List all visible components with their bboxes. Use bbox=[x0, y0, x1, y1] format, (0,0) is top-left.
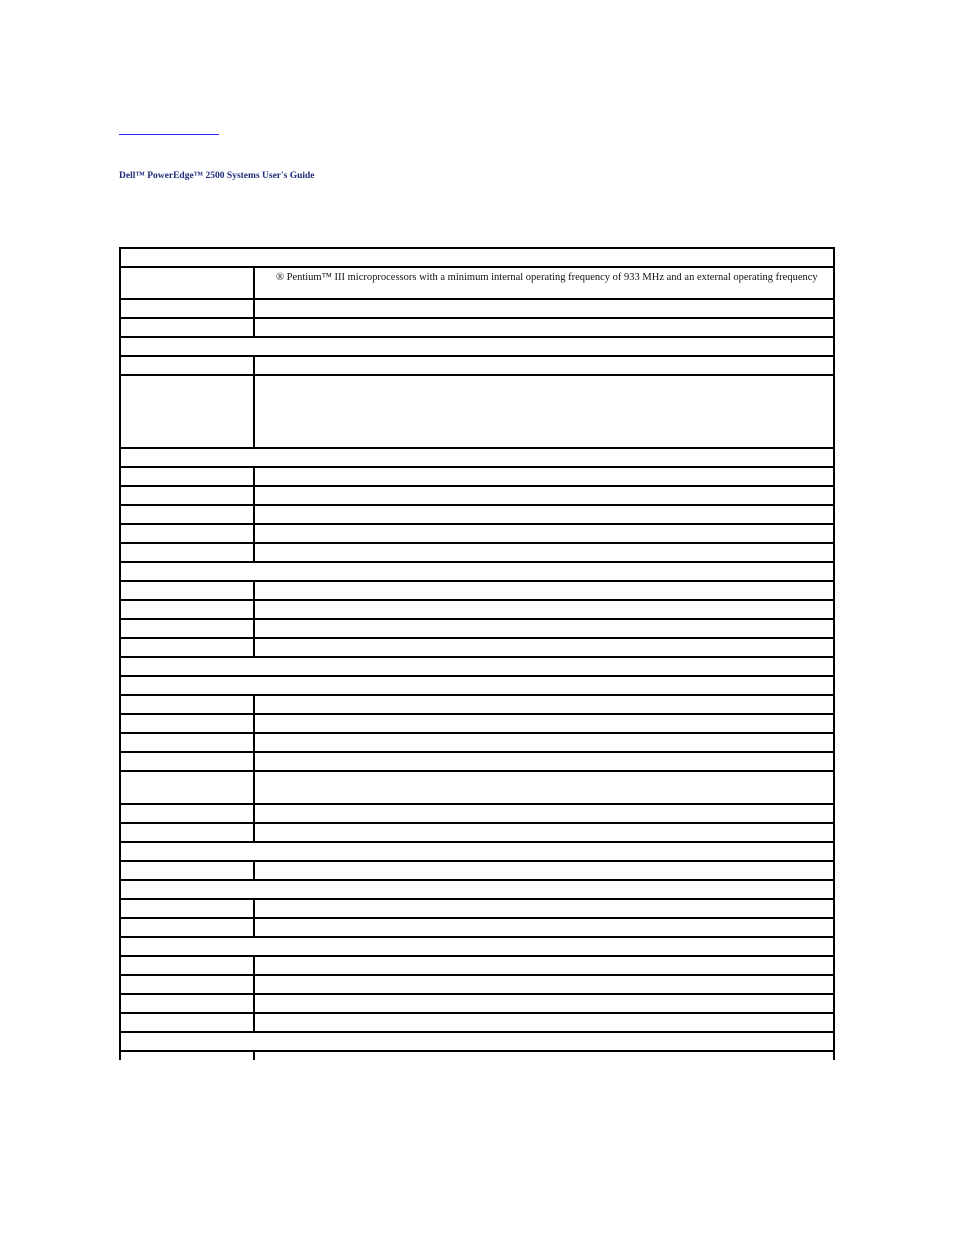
processor-description: ® Pentium™ III microprocessors with a minimum internal operating frequency of 933 MHz and an external operating frequency bbox=[276, 272, 818, 283]
spec-row bbox=[120, 899, 834, 918]
spec-row bbox=[120, 581, 834, 600]
spec-table-wrapper bbox=[119, 247, 835, 1118]
section-row bbox=[120, 562, 834, 581]
spec-row bbox=[120, 1013, 834, 1032]
spec-row bbox=[120, 994, 834, 1013]
spec-row-tall bbox=[120, 375, 834, 448]
section-row bbox=[120, 880, 834, 899]
spec-row-processor bbox=[120, 267, 834, 299]
section-row bbox=[120, 657, 834, 676]
spec-row bbox=[120, 486, 834, 505]
spec-row bbox=[120, 600, 834, 619]
section-row bbox=[120, 337, 834, 356]
spec-row-medium bbox=[120, 771, 834, 804]
section-row bbox=[120, 1032, 834, 1051]
top-link[interactable] bbox=[119, 134, 219, 135]
guide-title: Dell™ PowerEdge™ 2500 Systems User's Guide bbox=[119, 171, 315, 181]
spec-row bbox=[120, 733, 834, 752]
spec-row bbox=[120, 975, 834, 994]
spec-row bbox=[120, 543, 834, 562]
spec-row bbox=[120, 356, 834, 375]
spec-row bbox=[120, 318, 834, 337]
section-row bbox=[120, 937, 834, 956]
spec-label-cell bbox=[120, 267, 254, 299]
spec-row bbox=[120, 752, 834, 771]
spec-row bbox=[120, 638, 834, 657]
spec-row bbox=[120, 861, 834, 880]
spec-row bbox=[120, 918, 834, 937]
spec-row bbox=[120, 804, 834, 823]
spec-row bbox=[120, 299, 834, 318]
spec-value-cell bbox=[254, 267, 834, 299]
spec-row bbox=[120, 956, 834, 975]
section-row bbox=[120, 676, 834, 695]
spec-row-partial bbox=[120, 1051, 834, 1060]
spec-row bbox=[120, 524, 834, 543]
spec-table bbox=[119, 247, 835, 1060]
spec-row bbox=[120, 823, 834, 842]
spec-row bbox=[120, 695, 834, 714]
section-row bbox=[120, 248, 834, 267]
section-row bbox=[120, 448, 834, 467]
spec-row bbox=[120, 505, 834, 524]
spec-row bbox=[120, 714, 834, 733]
section-row bbox=[120, 842, 834, 861]
spec-row bbox=[120, 467, 834, 486]
spec-row bbox=[120, 619, 834, 638]
